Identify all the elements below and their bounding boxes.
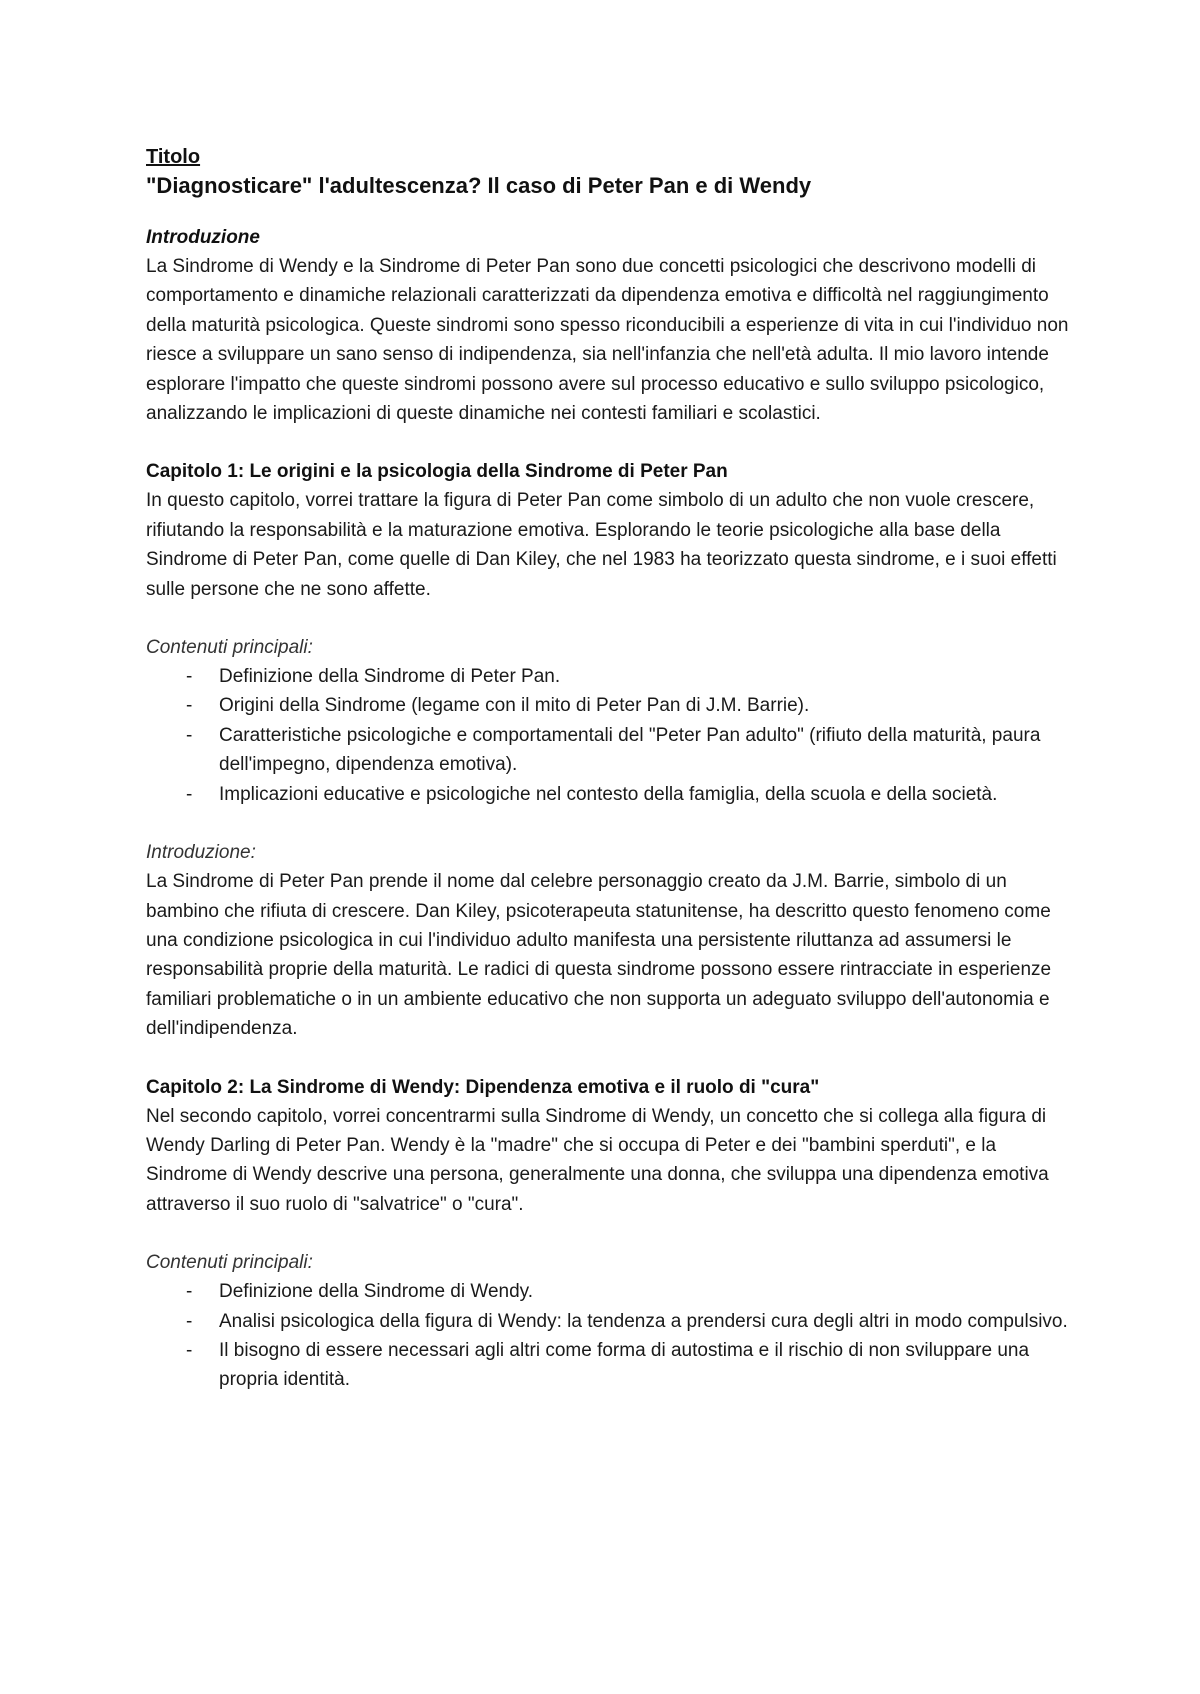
list-item bbox=[146, 1307, 1076, 1336]
chapter2-contents-heading: Contenuti principali: bbox=[146, 1252, 313, 1274]
list-item-text: Implicazioni educative e psicologiche nel contesto della famiglia, della scuola e della società. bbox=[219, 783, 998, 805]
list-item bbox=[146, 691, 1076, 720]
chapter2-paragraph: Nel secondo capitolo, vorrei concentrarmi sulla Sindrome di Wendy, un concetto che si collega alla figura di Wendy Darling di Peter Pan. Wendy è la "madre" che si occupa di Peter e dei "bambini sperduti", e la Sindrome di Wendy descrive una persona, generalmente una donna, che sviluppa una dipendenza emotiva attraverso il suo ruolo di "salvatrice" o "cura". bbox=[146, 1105, 1049, 1215]
bullet-marker: - bbox=[186, 666, 193, 688]
bullet-marker: - bbox=[186, 783, 193, 805]
list-item bbox=[146, 1277, 1076, 1306]
list-item bbox=[146, 721, 1076, 780]
list-item-text: Definizione della Sindrome di Peter Pan. bbox=[219, 666, 561, 688]
introduction-heading: Introduzione bbox=[146, 227, 260, 248]
bullet-marker: - bbox=[186, 1281, 193, 1303]
chapter1-intro-paragraph: La Sindrome di Peter Pan prende il nome dal celebre personaggio creato da J.M. Barrie, simbolo di un bambino che rifiuta di crescere. Dan Kiley, psicoterapeuta statunitense, ha descritto questo fenomeno come una condizione psicologica in cui l'individuo adulto manifesta una persistente riluttanza ad assumersi le responsabilità proprie della maturità. Le radici di questa sindrome possono essere rintracciate in esperienze familiari problematiche o in un ambiente educativo che non supporta un adeguato sviluppo dell'autonomia e dell'indipendenza. bbox=[146, 871, 1052, 1040]
chapter1-intro-heading: Introduzione: bbox=[146, 842, 256, 864]
bullet-marker: - bbox=[186, 695, 193, 717]
list-item bbox=[146, 662, 1076, 691]
bullet-marker: - bbox=[186, 724, 193, 746]
list-item bbox=[146, 780, 1076, 809]
bullet-marker: - bbox=[186, 1310, 193, 1332]
bullet-marker: - bbox=[186, 1339, 193, 1361]
document-title: "Diagnosticare" l'adultescenza? Il caso di Peter Pan e di Wendy bbox=[146, 173, 812, 198]
introduction-paragraph: La Sindrome di Wendy e la Sindrome di Peter Pan sono due concetti psicologici che descrivono modelli di comportamento e dinamiche relazionali caratterizzati da dipendenza emotiva e difficoltà nel raggiungimento della maturità psicologica. Queste sindromi sono spesso riconducibili a esperienze di vita in cui l'individuo non riesce a sviluppare un sano senso di indipendenza, sia nell'infanzia che nell'età adulta. Il mio lavoro intende esplorare l'impatto che queste sindromi possono avere sul processo educativo e sullo sviluppo psicologico, analizzando le implicazioni di queste dinamiche nei contesti familiari e scolastici. bbox=[146, 256, 1069, 425]
document-page bbox=[146, 143, 1076, 1395]
list-item-text: Definizione della Sindrome di Wendy. bbox=[219, 1281, 534, 1303]
chapter2-heading: Capitolo 2: La Sindrome di Wendy: Dipendenza emotiva e il ruolo di "cura" bbox=[146, 1076, 820, 1098]
list-item bbox=[146, 1336, 1076, 1395]
list-item-text: Caratteristiche psicologiche e comportamentali del "Peter Pan adulto" (rifiuto della maturità, paura dell'impegno, dipendenza emotiva). bbox=[219, 724, 1041, 776]
list-item-text: Origini della Sindrome (legame con il mito di Peter Pan di J.M. Barrie). bbox=[219, 695, 810, 717]
chapter1-heading: Capitolo 1: Le origini e la psicologia della Sindrome di Peter Pan bbox=[146, 461, 728, 483]
chapter1-contents-heading: Contenuti principali: bbox=[146, 637, 313, 659]
chapter1-paragraph: In questo capitolo, vorrei trattare la figura di Peter Pan come simbolo di un adulto che non vuole crescere, rifiutando la responsabilità e la maturazione emotiva. Esplorando le teorie psicologiche alla base della Sindrome di Peter Pan, come quelle di Dan Kiley, che nel 1983 ha teorizzato questa sindrome, e i suoi effetti sulle persone che ne sono affette. bbox=[146, 490, 1057, 600]
list-item-text: Il bisogno di essere necessari agli altri come forma di autostima e il rischio di non sviluppare una propria identità. bbox=[219, 1339, 1030, 1391]
chapter1-contents-list bbox=[146, 662, 1076, 809]
chapter2-contents-list bbox=[146, 1277, 1076, 1395]
list-item-text: Analisi psicologica della figura di Wendy: la tendenza a prendersi cura degli altri in modo compulsivo. bbox=[219, 1310, 1068, 1332]
title-label: Titolo bbox=[146, 146, 201, 168]
